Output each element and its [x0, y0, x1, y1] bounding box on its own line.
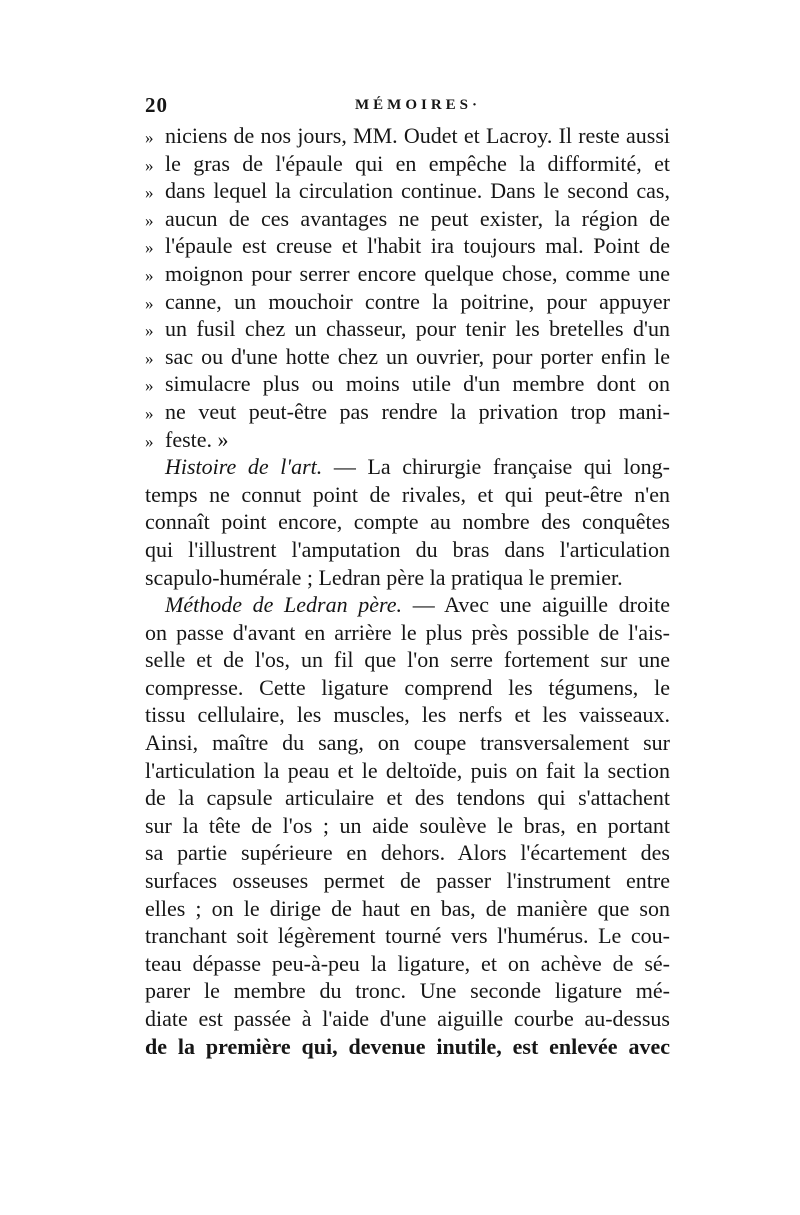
line-text: diate est passée à l'aide d'une aiguille courbe au-dessus	[145, 1006, 670, 1031]
page-number: 20	[145, 93, 168, 117]
line-text: compresse. Cette ligature comprend les tégumens, le	[145, 674, 670, 700]
text-line	[145, 426, 670, 454]
line-text: un fusil chez un chasseur, pour tenir les bretelles d'un	[165, 316, 670, 342]
text-line	[145, 784, 670, 812]
text-line	[145, 370, 670, 398]
quote-mark: »	[145, 348, 154, 368]
line-text: temps ne connut point de rivales, et qui peut-être n'en	[145, 481, 670, 507]
line-text: de la première qui, devenue inutile, est enlevée avec	[145, 1033, 670, 1059]
text-line	[145, 757, 670, 785]
line-text: canne, un mouchoir contre la poitrine, pour appuyer	[165, 288, 670, 314]
text-line	[145, 453, 670, 481]
text-line	[145, 839, 670, 867]
line-text: le gras de l'épaule qui en empêche la difformité, et	[165, 150, 670, 176]
line-text: teau dépasse peu-à-peu la ligature, et on achève de sé-	[145, 950, 670, 976]
quote-mark: »	[145, 155, 154, 175]
quote-mark: »	[145, 403, 154, 423]
quote-mark: »	[145, 293, 154, 313]
text-line	[145, 232, 670, 260]
text-line	[145, 619, 670, 647]
text-line	[145, 536, 670, 564]
text-line	[145, 205, 670, 233]
line-text: Ainsi, maître du sang, on coupe transversalement sur	[145, 730, 670, 756]
page-header	[145, 93, 665, 123]
text-line	[145, 150, 670, 178]
text-line	[145, 122, 670, 150]
text-line	[145, 895, 670, 923]
text-line	[145, 701, 670, 729]
text-line	[145, 950, 670, 978]
line-text: surfaces osseuses permet de passer l'instrument entre	[145, 868, 670, 894]
running-head: MÉMOIRES·	[355, 97, 482, 113]
text-line	[145, 812, 670, 840]
text-line	[145, 867, 670, 895]
text-line	[145, 1033, 670, 1061]
line-text: sa partie supérieure en dehors. Alors l'écartement des	[145, 840, 670, 866]
text-line	[145, 922, 670, 950]
quote-mark: »	[145, 128, 154, 147]
line-text: l'articulation la peau et le deltoïde, puis on fait la section	[145, 757, 670, 783]
quote-mark: »	[145, 321, 154, 341]
line-text: moignon pour serrer encore quelque chose, comme une	[165, 260, 670, 286]
line-text: elles ; on le dirige de haut en bas, de manière que son	[145, 895, 670, 921]
quote-mark: »	[145, 210, 154, 230]
quote-mark: »	[145, 265, 154, 285]
line-text: ne veut peut-être pas rendre la privation trop mani-	[165, 398, 670, 424]
text-line	[145, 343, 670, 371]
line-text: selle et de l'os, un fil que l'on serre fortement sur une	[145, 647, 670, 673]
line-text: de la capsule articulaire et des tendons qui s'attachent	[145, 785, 670, 811]
line-text: tranchant soit légèrement tourné vers l'humérus. Le cou-	[145, 923, 670, 949]
text-line	[145, 508, 670, 536]
line-text: l'épaule est creuse et l'habit ira toujours mal. Point de	[165, 233, 670, 259]
line-text: tissu cellulaire, les muscles, les nerfs et les vaisseaux.	[145, 702, 670, 728]
text-line	[145, 315, 670, 343]
text-line	[145, 398, 670, 426]
section-heading: Histoire de l'art.	[165, 454, 323, 480]
line-text: sac ou d'une hotte chez un ouvrier, pour porter enfin le	[165, 343, 670, 369]
line-text: scapulo-humérale ; Ledran père la pratiqua le premier.	[145, 564, 623, 590]
section-heading: Méthode de Ledran père.	[165, 592, 403, 618]
line-text: sur la tête de l'os ; un aide soulève le bras, en portant	[145, 812, 670, 838]
text-line	[145, 591, 670, 619]
text-line	[145, 646, 670, 674]
line-text: niciens de nos jours, MM. Oudet et Lacroy. Il reste aussi	[165, 123, 670, 148]
text-line	[145, 1005, 670, 1033]
quote-mark: »	[145, 183, 154, 203]
line-text: — La chirurgie française qui long-	[322, 454, 670, 480]
line-text: — Avec une aiguille droite	[402, 592, 670, 618]
line-text: simulacre plus ou moins utile d'un membre dont on	[165, 371, 670, 397]
quote-mark: »	[145, 376, 154, 396]
text-line	[145, 481, 670, 509]
line-text: dans lequel la circulation continue. Dans le second cas,	[165, 178, 670, 204]
text-line	[145, 260, 670, 288]
text-line	[145, 674, 670, 702]
line-text: on passe d'avant en arrière le plus près possible de l'ais-	[145, 619, 670, 645]
text-line	[145, 977, 670, 1005]
text-line	[145, 177, 670, 205]
line-text: parer le membre du tronc. Une seconde ligature mé-	[145, 978, 670, 1004]
line-text: connaît point encore, compte au nombre des conquêtes	[145, 509, 670, 535]
text-line	[145, 288, 670, 316]
line-text: aucun de ces avantages ne peut exister, la région de	[165, 205, 670, 231]
body-text	[145, 122, 670, 1060]
line-text: feste. »	[165, 426, 229, 452]
text-line	[145, 564, 670, 592]
quote-mark: »	[145, 431, 154, 451]
text-line	[145, 729, 670, 757]
line-text: qui l'illustrent l'amputation du bras dans l'articulation	[145, 536, 670, 562]
quote-mark: »	[145, 238, 154, 258]
